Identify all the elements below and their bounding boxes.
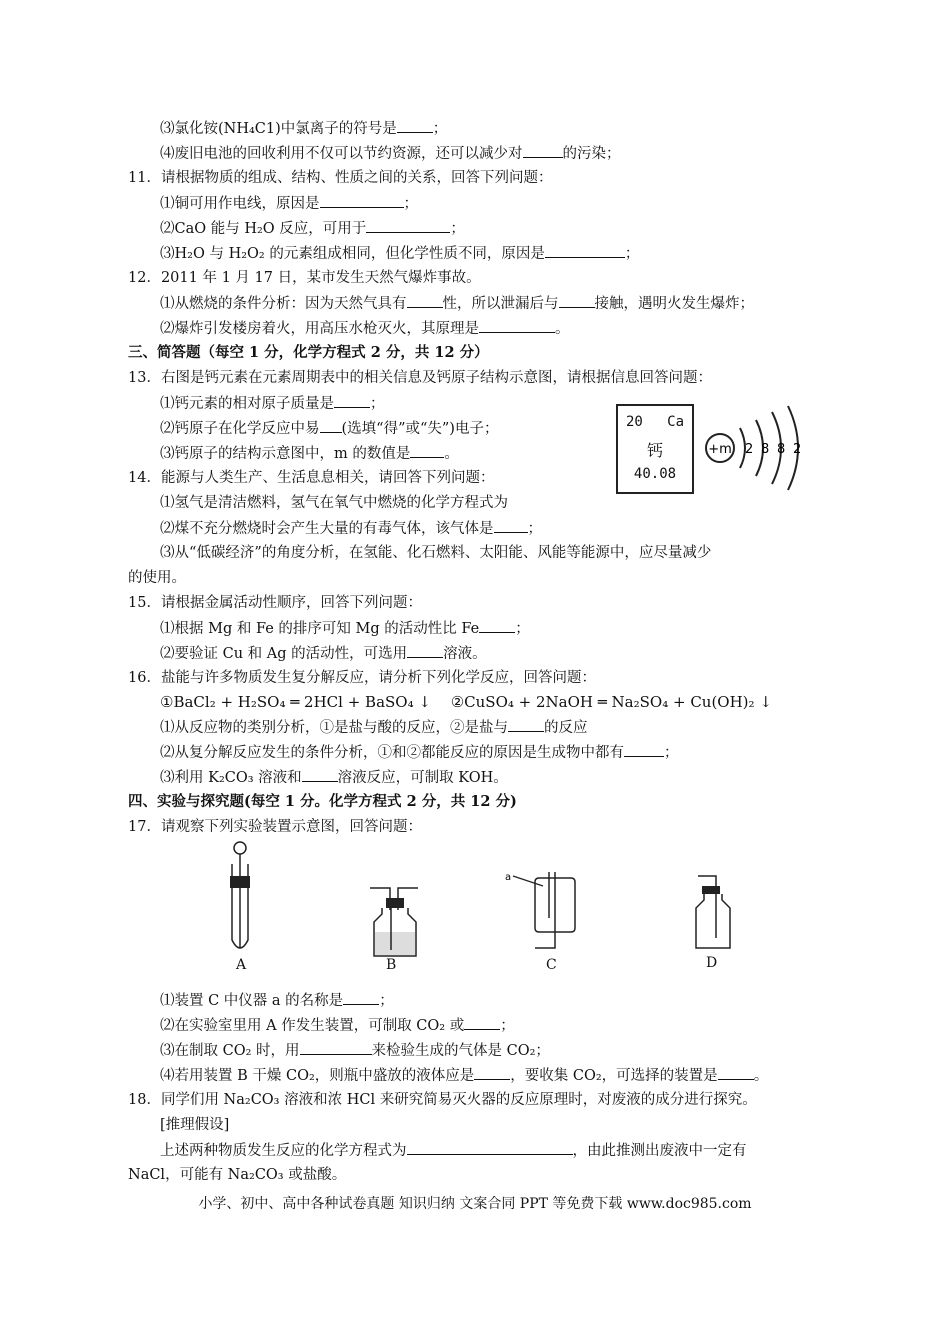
q17-1: ⑴装置 C 中仪器 a 的名称是 ；: [160, 990, 394, 1011]
section-4-heading: 四、实验与探究题(每空 1 分。化学方程式 2 分，共 12 分): [128, 793, 517, 810]
q16-equations: ①BaCl₂ + H₂SO₄ ═ 2HCl + BaSO₄ ↓ ②CuSO₄ + 2NaOH ═ Na₂SO₄ + Cu(OH)₂ ↓: [160, 693, 772, 711]
q13-2: ⑵钙原子在化学反应中易 (选填“得”或“失”)电子；: [160, 418, 498, 439]
q15-stem: 15．请根据金属活动性顺序，回答下列问题：: [128, 595, 422, 611]
q14-stem: 14．能源与人类生产、生活息息相关，请回答下列问题：: [128, 470, 495, 486]
section-3-heading: 三、简答题（每空 1 分，化学方程式 2 分，共 12 分）: [128, 344, 489, 361]
q15-1: ⑴根据 Mg 和 Fe 的排序可知 Mg 的活动性比 Fe ；: [160, 618, 530, 639]
element-symbol: Ca: [667, 414, 684, 430]
apparatus-c-label: C: [546, 957, 557, 973]
instrument-a-label: a: [505, 872, 512, 883]
q10-3: ⑶氯化铵(NH₄C1)中氯离子的符号是 ；: [160, 118, 447, 139]
atomic-mass: 40.08: [633, 466, 677, 482]
shell-2-count: 8: [761, 442, 770, 457]
shell-4-count: 2: [793, 442, 802, 457]
q17-stem: 17．请观察下列实验装置示意图，回答问题：: [128, 819, 422, 835]
q14-3: ⑶从“低碳经济”的角度分析，在氢能、化石燃料、太阳能、风能等能源中，应尽量减少: [160, 545, 712, 561]
q12-1: ⑴从燃烧的条件分析：因为天然气具有 性，所以泄漏后与 接触，遇明火发生爆炸；: [160, 293, 754, 314]
q12-stem: 12．2011 年 1 月 17 日，某市发生天然气爆炸事故。: [128, 270, 481, 286]
q14-2: ⑵煤不充分燃烧时会产生大量的有毒气体，该气体是 ；: [160, 518, 542, 539]
q14-1: ⑴氢气是清洁燃料，氢气在氧气中燃烧的化学方程式为: [160, 495, 508, 511]
q11-stem: 11．请根据物质的组成、结构、性质之间的关系，回答下列问题：: [128, 170, 553, 186]
q16-3: ⑶利用 K₂CO₃ 溶液和 溶液反应，可制取 KOH。: [160, 767, 508, 788]
nucleus-label: +m: [708, 442, 732, 457]
apparatus-d-diagram: [690, 872, 740, 952]
q18-para-2: NaCl，可能有 Na₂CO₃ 或盐酸。: [128, 1167, 347, 1183]
element-card: [616, 404, 694, 494]
apparatus-b-label: B: [386, 957, 397, 973]
apparatus-a-diagram: [218, 840, 268, 970]
q12-2: ⑵爆炸引发楼房着火，用高压水枪灭火，其原理是 。: [160, 318, 570, 339]
q17-2: ⑵在实验室里用 A 作发生装置，可制取 CO₂ 或 ；: [160, 1015, 515, 1036]
q15-2: ⑵要验证 Cu 和 Ag 的活动性，可选用 溶液。: [160, 643, 487, 664]
page-footer: 小学、初中、高中各种试卷真题 知识归纳 文案合同 PPT 等免费下载 www.doc985.com: [198, 1196, 752, 1212]
q11-2: ⑵CaO 能与 H₂O 反应，可用于 ；: [160, 218, 465, 239]
shell-3-count: 8: [777, 442, 786, 457]
q10-4: ⑷废旧电池的回收利用不仅可以节约资源，还可以减少对 的污染；: [160, 143, 621, 164]
q16-2: ⑵从复分解反应发生的条件分析，①和②都能反应的原因是生成物中都有 ；: [160, 742, 679, 763]
q16-stem: 16．盐能与许多物质发生复分解反应，请分析下列化学反应，回答问题：: [128, 670, 596, 686]
atomic-number: 20: [626, 414, 643, 430]
shell-1-count: 2: [745, 442, 754, 457]
atom-structure-diagram: [700, 402, 810, 492]
q18-para-1: 上述两种物质发生反应的化学方程式为 ，由此推测出废液中一定有: [160, 1140, 747, 1161]
q11-1: ⑴铜可用作电线，原因是 ；: [160, 193, 418, 214]
q17-3: ⑶在制取 CO₂ 时，用 来检验生成的气体是 CO₂；: [160, 1040, 550, 1061]
q13-3: ⑶钙原子的结构示意图中，m 的数值是 。: [160, 443, 459, 464]
apparatus-c-diagram: [505, 868, 585, 958]
q16-1: ⑴从反应物的类别分析，①是盐与酸的反应，②是盐与 的反应: [160, 717, 588, 738]
element-name: 钙: [646, 441, 663, 460]
q17-4: ⑷若用装置 B 干燥 CO₂，则瓶中盛放的液体应是 ，要收集 CO₂，可选择的装置是 。: [160, 1065, 768, 1086]
q11-3: ⑶H₂O 与 H₂O₂ 的元素组成相同，但化学性质不同，原因是 ；: [160, 243, 639, 264]
q13-stem: 13．右图是钙元素在元素周期表中的相关信息及钙原子结构示意图，请根据信息回答问题：: [128, 370, 712, 386]
q18-hypothesis-heading: [推理假设]: [160, 1117, 230, 1133]
q18-stem: 18．同学们用 Na₂CO₃ 溶液和浓 HCl 来研究简易灭火器的反应原理时，对废液的成分进行探究。: [128, 1092, 757, 1108]
q13-1: ⑴钙元素的相对原子质量是 ；: [160, 393, 385, 414]
apparatus-a-label: A: [236, 957, 247, 973]
q14-3-cont: 的使用。: [128, 570, 186, 586]
apparatus-b-diagram: [360, 880, 430, 960]
apparatus-d-label: D: [706, 955, 718, 971]
